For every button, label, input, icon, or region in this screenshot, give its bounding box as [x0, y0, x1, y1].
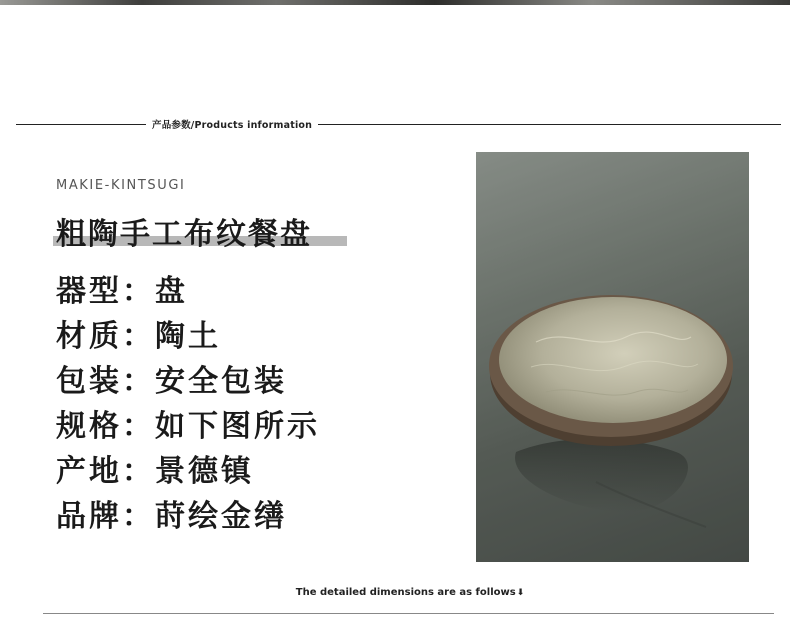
- spec-row-material: [56, 311, 221, 354]
- spec-value: 景德镇: [155, 454, 254, 489]
- plate-illustration: [476, 152, 749, 562]
- spec-label: 材质：: [56, 319, 155, 354]
- spec-label: 包装：: [56, 364, 155, 399]
- spec-value: 莳绘金缮: [155, 499, 287, 534]
- spec-row-origin: [56, 446, 254, 489]
- header-rule-right: [318, 124, 781, 125]
- section-header: [0, 116, 790, 132]
- spec-row-brand: [56, 491, 287, 534]
- spec-label: 品牌：: [56, 499, 155, 534]
- product-title: 粗陶手工布纹餐盘: [56, 217, 312, 252]
- spec-row-size: [56, 401, 320, 444]
- footer-note-text: The detailed dimensions are as follows: [295, 587, 516, 598]
- spec-label: 产地：: [56, 454, 155, 489]
- spec-row-shape: [56, 266, 188, 309]
- spec-value: 盘: [155, 274, 188, 309]
- spec-value: 陶土: [155, 319, 221, 354]
- spec-value: 如下图所示: [155, 409, 320, 444]
- product-photo: [476, 152, 749, 562]
- plate-glaze: [499, 297, 727, 423]
- top-banner-strip: [0, 0, 790, 5]
- brand-name: MAKIE-KINTSUGI: [56, 178, 186, 193]
- arrow-down-icon: ⬇: [516, 588, 525, 598]
- spec-label: 器型：: [56, 274, 155, 309]
- spec-row-packaging: [56, 356, 287, 399]
- section-title: 产品参数/Products information: [152, 120, 313, 131]
- footer-note: [0, 587, 790, 598]
- spec-label: 规格：: [56, 409, 155, 444]
- header-rule-left: [16, 124, 146, 125]
- footer-rule: [43, 613, 774, 614]
- spec-value: 安全包装: [155, 364, 287, 399]
